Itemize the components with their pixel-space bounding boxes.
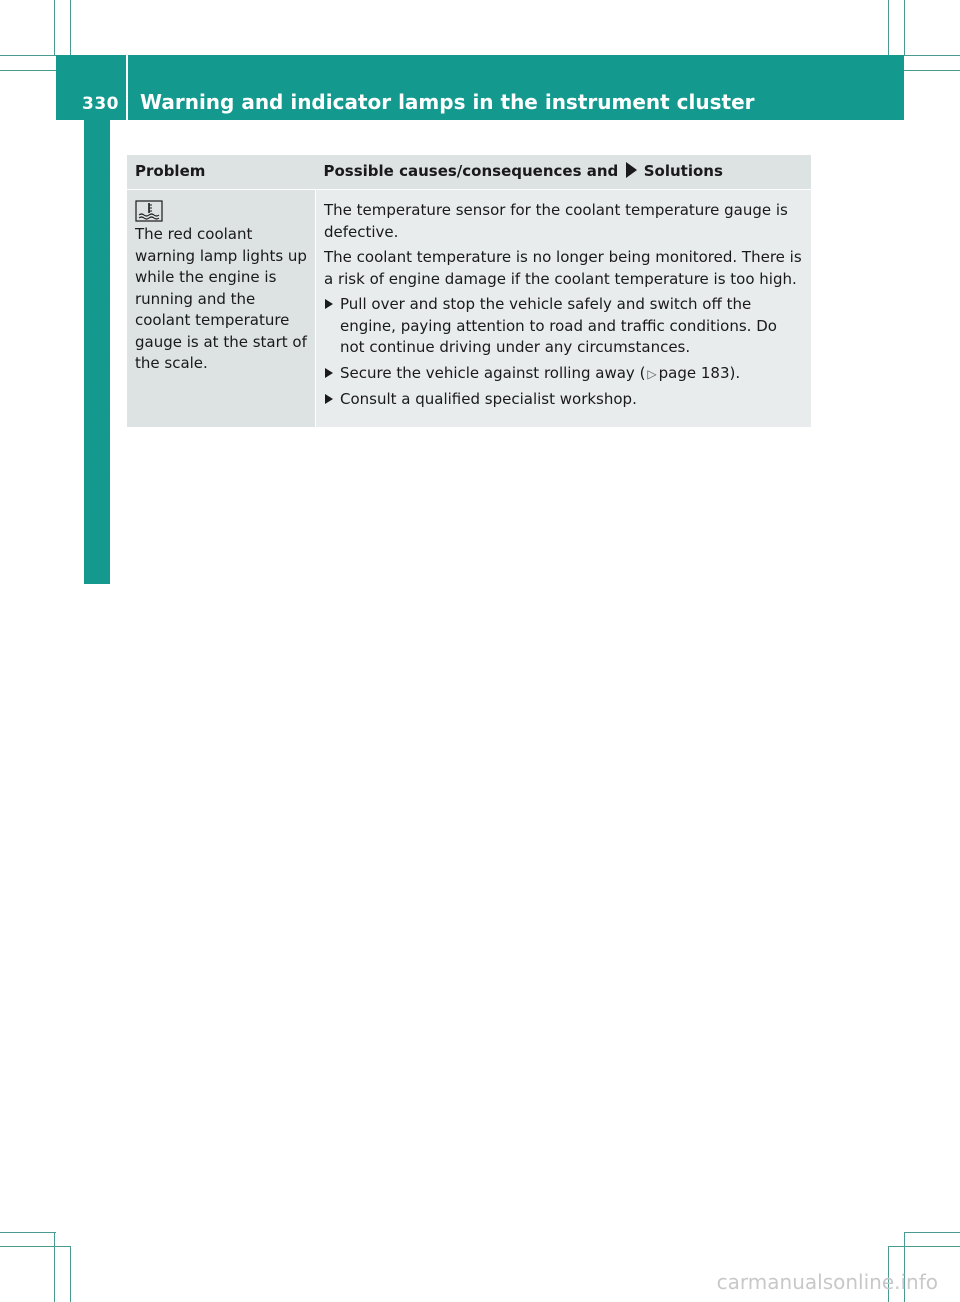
step-arrow-icon: [325, 368, 333, 378]
page-reference-link[interactable]: page 183).: [658, 363, 741, 382]
crop-mark: [70, 0, 71, 55]
step-arrow-icon: [325, 299, 333, 309]
step-text: Consult a qualified specialist workshop.: [340, 390, 637, 408]
page-title: Warning and indicator lamps in the instrument cluster: [140, 90, 755, 114]
crop-mark: [70, 1246, 71, 1302]
crop-mark: [904, 0, 905, 55]
watermark: carmanualsonline.info: [716, 1270, 938, 1294]
problem-cell: [127, 190, 316, 427]
action-arrow-icon: [626, 162, 637, 178]
crop-mark: [0, 55, 56, 56]
solution-step: [324, 294, 803, 359]
column-header-solutions: [316, 155, 812, 190]
crop-mark: [54, 1232, 55, 1302]
solution-step: [324, 389, 803, 411]
crop-mark: [888, 1246, 960, 1247]
crop-mark: [904, 70, 960, 71]
column-header-problem: Problem: [127, 155, 316, 190]
chapter-label: On-board computer and displays: [86, 161, 110, 530]
coolant-temperature-icon: [135, 200, 163, 222]
page-number: 330: [82, 94, 119, 114]
step-text: Pull over and stop the vehicle safely and switch off the engine, paying attention to road and traffic conditions. Do not continue driving under any circumstances.: [340, 295, 777, 356]
solutions-header-suffix: Solutions: [643, 162, 723, 181]
consequence-paragraph: The coolant temperature is no longer being monitored. There is a risk of engine damage if the coolant temperature is too high.: [324, 248, 802, 288]
problem-solution-table: [127, 155, 811, 427]
crop-mark: [54, 0, 55, 55]
step-arrow-icon: [325, 394, 333, 404]
problem-description: The red coolant warning lamp lights up while the engine is running and the coolant temperature gauge is at the start of the scale.: [135, 225, 307, 372]
solution-step: [324, 363, 803, 386]
page-reference-icon: ▷: [647, 366, 657, 381]
crop-mark: [904, 1232, 960, 1233]
crop-mark: [0, 1246, 70, 1247]
crop-mark: [0, 70, 56, 71]
crop-mark: [888, 0, 889, 55]
cause-paragraph: The temperature sensor for the coolant temperature gauge is defective.: [324, 201, 788, 241]
header-separator: [126, 55, 128, 120]
table-row: [127, 190, 811, 427]
solution-cell: [316, 190, 812, 427]
crop-mark: [0, 1232, 56, 1233]
step-text: Secure the vehicle against rolling away (: [340, 363, 646, 382]
solutions-header-prefix: Possible causes/consequences and: [323, 162, 619, 181]
table-header-row: [127, 155, 811, 190]
crop-mark: [904, 55, 960, 56]
